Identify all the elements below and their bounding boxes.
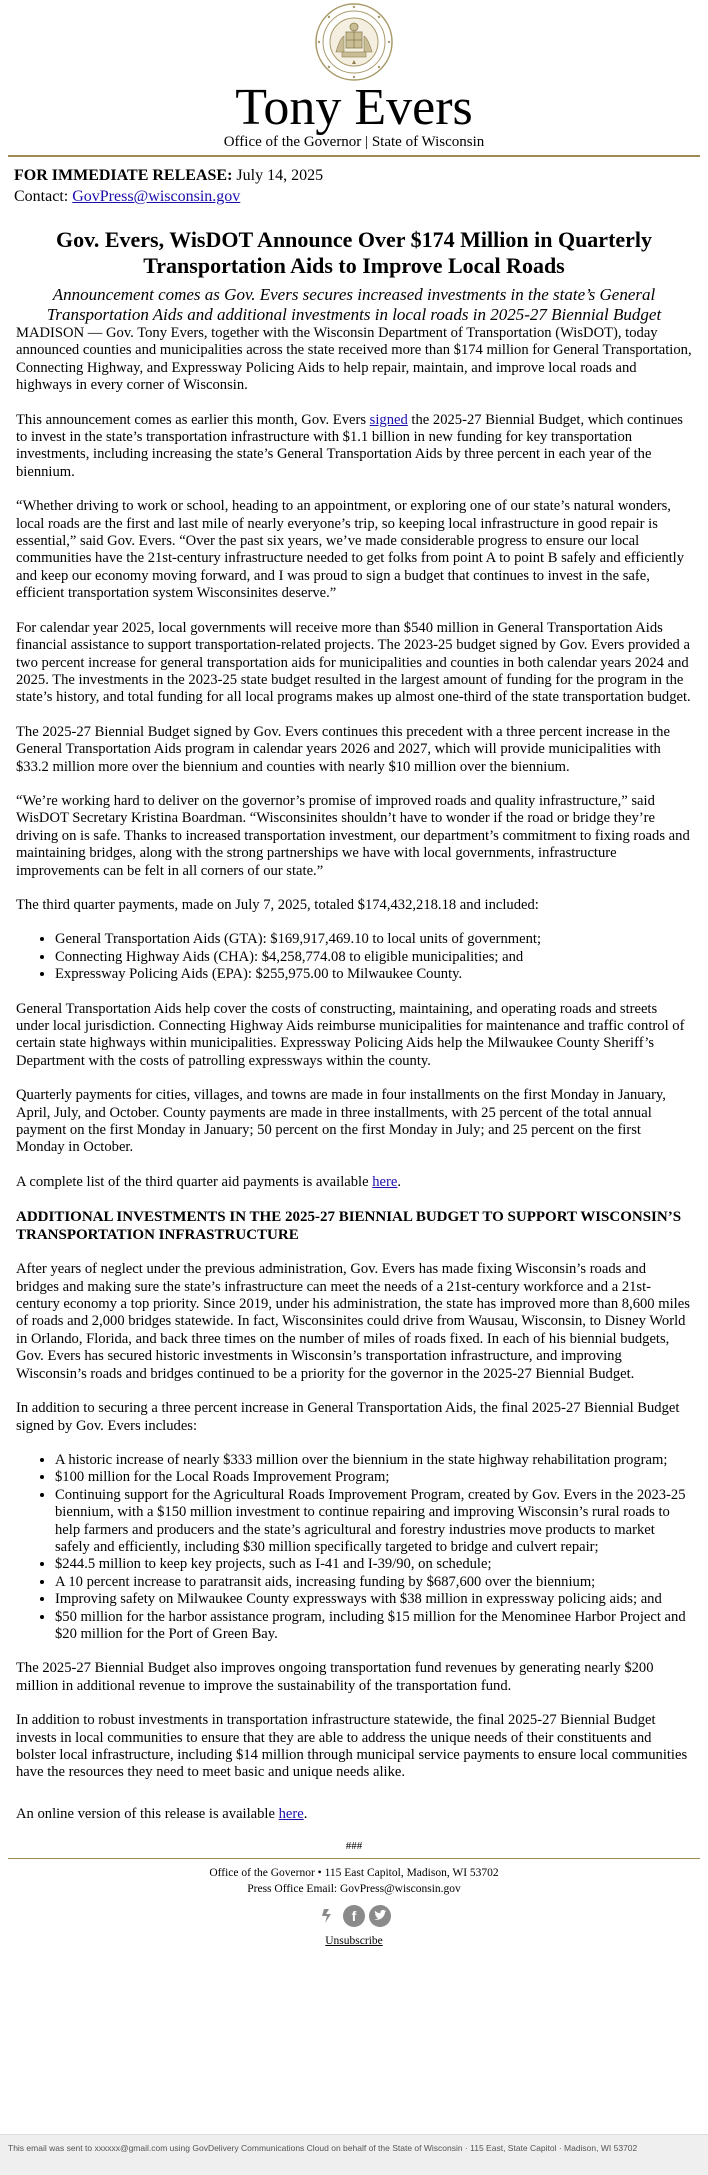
masthead [8, 0, 700, 151]
aid-payments-link[interactable]: here [372, 1173, 398, 1190]
paragraph: The third quarter payments, made on July 7, 2025, totaled $174,432,218.18 and included: [16, 896, 539, 913]
governor-name: Tony Evers [235, 79, 473, 136]
list-item: • A historic increase of nearly $333 million over the biennium in the state highway rehabilitation program; [55, 1452, 692, 1469]
paragraph: MADISON — Gov. Tony Evers, together with the Wisconsin Department of Transportation (WisDOT), today announced counties and municipalities across the state received more than $174 million for General Transportation, Connecting Highway, and Expressway Policing Aids to help repair, maintain, and improve local roads and highways in every corner of Wisconsin. [16, 325, 692, 394]
facebook-icon[interactable]: f [343, 1905, 365, 1927]
footer [8, 1858, 700, 1949]
instagram-icon[interactable] [317, 1905, 339, 1927]
list-item: • $100 million for the Local Roads Improvement Program; [55, 1469, 692, 1486]
unsubscribe-link[interactable]: Unsubscribe [325, 1935, 383, 1948]
budget-list [16, 1452, 692, 1643]
end-marker: ### [345, 1840, 363, 1853]
list-item: • A 10 percent increase to paratransit aids, increasing funding by $687,600 over the biennium; [55, 1574, 692, 1591]
list-item: • Improving safety on Milwaukee County expressways with $38 million in expressway policing aids; and [55, 1591, 692, 1608]
paragraph: The 2025-27 Biennial Budget signed by Gov. Evers continues this precedent with a three percent increase in the General Transportation Aids program in calendar years 2026 and 2027, which will provide municipalities with $33.2 million more over the biennium and counties with nearly $10 million over the biennium. [16, 723, 670, 775]
paragraph: After years of neglect under the previous administration, Gov. Evers has made fixing Wisconsin’s roads and bridges and making sure the state’s infrastructure can meet the needs of a 21st-century workforce and a 21st-century economy a top priority. Since 2019, under his administration, the state has improved more than 8,600 miles of roads and 2,000 bridges statewide. In fact, Wisconsinites could drive from Wausau, Wisconsin, to Disney World in Orlando, Florida, and back three times on the number of miles of roads fixed. In each of his biennial budgets, Gov. Evers has secured historic investments in Wisconsin’s transportation infrastructure, and improving Wisconsin’s roads and bridges continued to be a priority for the governor in the 2025-27 Biennial Budget. [16, 1261, 690, 1382]
contact-line [14, 186, 700, 207]
paragraph: In addition to securing a three percent increase in General Transportation Aids, the final 2025-27 Biennial Budget signed by Gov. Evers includes: [16, 1400, 680, 1434]
signed-link[interactable]: signed [369, 411, 408, 428]
paragraph-text: the 2025-27 Biennial Budget, which continues to invest in the state’s transportation infrastructure with $1.1 billion in new funding for key transportation investments, including increasing the state’s General Transportation Aids by three percent in each year of the biennium. [16, 411, 683, 480]
paragraph [16, 412, 692, 482]
office-line [8, 134, 700, 151]
subheadline: Announcement comes as Gov. Evers secures increased investments in the state’s General Transportation Aids and additional investments in local roads in 2025-27 Biennial Budget [46, 285, 662, 324]
social-links [8, 1905, 700, 1927]
headline: Gov. Evers, WisDOT Announce Over $174 Million in Quarterly Transportation Aids to Improve Local Roads [55, 227, 653, 278]
paragraph [16, 1174, 692, 1191]
paragraph: Quarterly payments for cities, villages, and towns are made in four installments on the first Monday in January, April, July, and October. County payments are made in three installments, with 25 percent of the total annual payment on the first Monday in January; 50 percent on the first Monday in July; and 25 percent on the first Monday in October. [16, 1087, 666, 1156]
paragraph-text: . [397, 1173, 402, 1190]
header-divider [8, 155, 700, 157]
footer-email: Press Office Email: GovPress@wisconsin.gov [247, 1883, 461, 1896]
payments-list [16, 931, 692, 983]
wisconsin-seal-icon [314, 2, 394, 82]
list-item: • $244.5 million to keep key projects, such as I-41 and I-39/90, on schedule; [55, 1556, 692, 1573]
release-body [8, 325, 700, 1823]
list-item: • Expressway Policing Aids (EPA): $255,975.00 to Milwaukee County. [55, 966, 692, 983]
release-date: July 14, 2025 [236, 167, 324, 184]
release-date-line [14, 165, 700, 186]
secretary-quote: “We’re working hard to deliver on the governor’s promise of improved roads and quality infrastructure,” said WisDOT Secretary Kristina Boardman. “Wisconsinites shouldn’t have to wonder if the road or bridge they’re driving on is safe. Thanks to increased transportation investment, our department’s commitment to fixing roads and maintaining bridges, along with the strong partnerships we have with local governments, infrastructure improvements can be felt in all corners of our state.” [16, 792, 690, 879]
paragraph: In addition to robust investments in transportation infrastructure statewide, the final 2025-27 Biennial Budget invests in local communities to ensure that they are able to address the unique needs of their constituents and bolster local infrastructure, including $14 million through municipal service payments to ensure local communities have the resources they need to meet basic and unique needs alike. [16, 1712, 688, 1781]
release-info [8, 165, 700, 207]
governor-quote: “Whether driving to work or school, heading to an appointment, or exploring one of our state’s natural wonders, local roads are the first and last mile of nearly everyone’s trip, so keeping local infrastructure in good repair is essential,” said Gov. Evers. “Over the past six years, we’ve made considerable progress to ensure our local communities have the 21st-century infrastructure needed to get folks from point A to point B safely and efficiently and keep our economy moving forward, and I was proud to sign a budget that continues to invest in the safe, efficient transportation system Wisconsinites deserve.” [16, 498, 685, 602]
contact-label: Contact: [14, 188, 69, 205]
delivery-notice-text: This email was sent to xxxxxx@gmail.com using GovDelivery Communications Cloud on behalf of the State of Wisconsin · 115 East, State Capitol · Madison, WI 53702 [8, 2143, 638, 2153]
footer-address: Office of the Governor • 115 East Capitol, Madison, WI 53702 [209, 1867, 499, 1880]
office-separator: | [365, 134, 369, 150]
paragraph: For calendar year 2025, local governments will receive more than $540 million in General Transportation Aids financial assistance to support transportation-related projects. The 2023-25 budget signed by Gov. Evers provided a two percent increase for general transportation aids for municipalities and counties in both calendar years 2024 and 2025. The investments in the 2023-25 state budget resulted in the largest amount of funding for the program in the state’s history, and total funding for all local programs makes up almost one-third of the state transportation budget. [16, 619, 691, 706]
paragraph: General Transportation Aids help cover the costs of constructing, maintaining, and operating roads and streets under local jurisdiction. Connecting Highway Aids reimburse municipalities for maintenance and traffic control of certain state highways within municipalities. Expressway Policing Aids help the Milwaukee County Sheriff’s Department with the costs of patrolling expressways within the county. [16, 1000, 685, 1069]
footer-divider [8, 1858, 700, 1859]
list-item: • General Transportation Aids (GTA): $169,917,469.10 to local units of government; [55, 931, 692, 948]
state-label: State of Wisconsin [371, 134, 485, 150]
list-item: • Connecting Highway Aids (CHA): $4,258,774.08 to eligible municipalities; and [55, 949, 692, 966]
release-label: FOR IMMEDIATE RELEASE: [14, 167, 233, 184]
office-label: Office of the Governor [223, 134, 362, 150]
twitter-icon[interactable] [369, 1905, 391, 1927]
paragraph-text: This announcement comes as earlier this month, Gov. Evers [16, 411, 370, 428]
delivery-notice [0, 2134, 708, 2175]
section-heading: ADDITIONAL INVESTMENTS IN THE 2025-27 BIENNIAL BUDGET TO SUPPORT WISCONSIN’S TRANSPORTATION INFRASTRUCTURE [16, 1209, 682, 1244]
list-item: • $50 million for the harbor assistance program, including $15 million for the Menominee Harbor Project and $20 million for the Port of Green Bay. [55, 1609, 692, 1644]
online-version-link[interactable]: here [278, 1805, 304, 1822]
list-item: • Continuing support for the Agricultural Roads Improvement Program, created by Gov. Evers in the 2023-25 biennium, with a $150 million investment to continue repairing and improving Wisconsin’s rural roads to help farmers and producers and the state’s agricultural and forestry industries move products to market safely and efficiently, including $30 million specifically targeted to bridge and culvert repair; [55, 1487, 692, 1557]
paragraph-text: A complete list of the third quarter aid payments is available [16, 1173, 373, 1190]
paragraph [16, 1806, 692, 1823]
paragraph-text: . [303, 1805, 308, 1822]
paragraph-text: An online version of this release is available [16, 1805, 279, 1822]
paragraph: The 2025-27 Biennial Budget also improves ongoing transportation fund revenues by generating nearly $200 million in additional revenue to improve the sustainability of the transportation fund. [16, 1660, 654, 1694]
contact-email-link[interactable]: GovPress@wisconsin.gov [72, 188, 241, 205]
